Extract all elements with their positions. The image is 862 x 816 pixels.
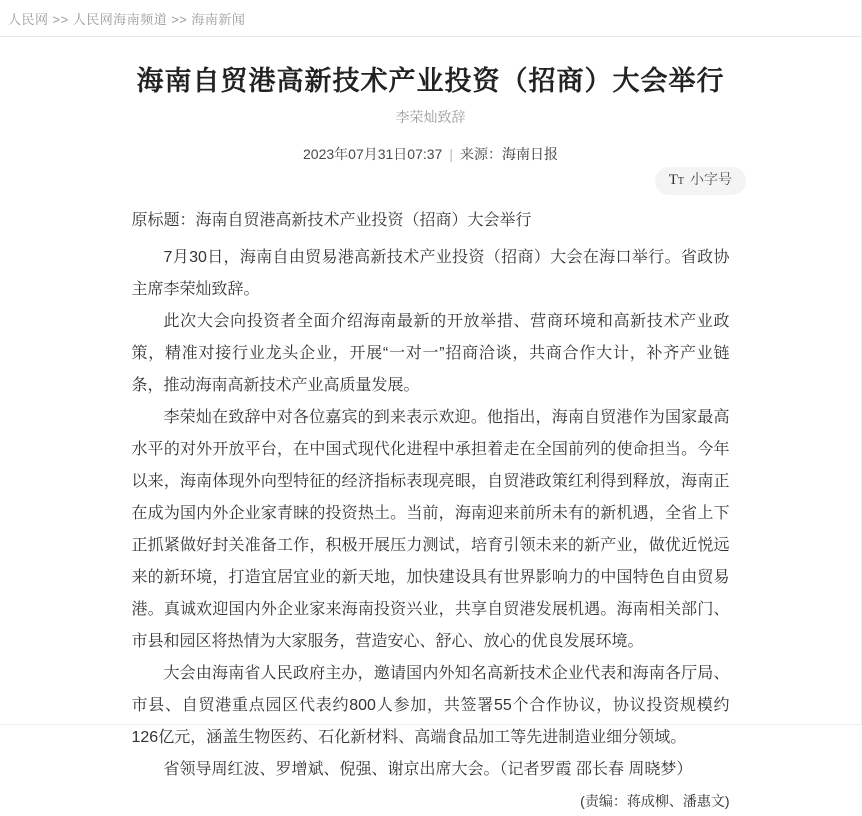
breadcrumb-separator: >> <box>171 12 188 27</box>
publish-date: 2023年07月31日07:37 <box>303 146 443 162</box>
breadcrumb-link-hainan-news[interactable]: 海南新闻 <box>191 12 246 27</box>
editor-credit: (责编：蒋成柳、潘惠文) <box>580 793 730 809</box>
breadcrumb-link-peoples-daily[interactable]: 人民网 <box>8 12 49 27</box>
page-title: 海南自贸港高新技术产业投资（招商）大会举行 <box>136 66 725 96</box>
article-subtitle: 李荣灿致辞 <box>395 109 466 125</box>
font-size-button[interactable] <box>655 167 746 195</box>
article-paragraph: 大会由海南省人民政府主办，邀请国内外知名高新技术企业代表和海南各厅局、市县、自贸港重点园区代表约800人参加，共签署55个合作协议，协议投资规模约126亿元，涵盖生物医药、石化新材料、高端食品加工等先进制造业细分领域。 <box>131 665 730 746</box>
meta-separator: | <box>449 146 453 162</box>
article-paragraph: 省领导周红波、罗增斌、倪强、谢京出席大会。（记者罗霞 邵长春 周晓梦） <box>163 761 693 778</box>
font-size-button-label: 小字号 <box>690 171 732 187</box>
breadcrumb <box>0 0 861 37</box>
breadcrumb-link-hainan-channel[interactable]: 人民网海南频道 <box>72 12 168 27</box>
article-body <box>132 205 730 786</box>
source-prefix: 来源： <box>459 146 502 162</box>
breadcrumb-separator: >> <box>52 12 69 27</box>
article-paragraph: 此次大会向投资者全面介绍海南最新的开放举措、营商环境和高新技术产业政策，精准对接行业龙头企业，开展“一对一”招商洽谈，共商合作大计，补齐产业链条，推动海南高新技术产业高质量发展。 <box>131 313 730 394</box>
article-paragraph: 7月30日，海南自由贸易港高新技术产业投资（招商）大会在海口举行。省政协主席李荣灿致辞。 <box>131 249 730 298</box>
article-header <box>0 63 861 164</box>
original-title-line: 原标题：海南自贸港高新技术产业投资（招商）大会举行 <box>131 212 532 229</box>
font-size-toolbar <box>0 167 861 193</box>
article-paragraph: 李荣灿在致辞中对各位嘉宾的到来表示欢迎。他指出，海南自贸港作为国家最高水平的对外开放平台，在中国式现代化进程中承担着走在全国前列的使命担当。今年以来，海南体现外向型特征的经济指标表现亮眼，自贸港政策红利得到释放，海南正在成为国内外企业家青睐的投资热土。当前，海南迎来前所未有的新机遇，全省上下正抓紧做好封关准备工作，积极开展压力测试，培育引领未来的新产业，做优近悦远来的新环境，打造宜居宜业的新天地，加快建设具有世界影响力的中国特色自由贸易港。真诚欢迎国内外企业家来海南投资兴业，共享自贸港发展机遇。海南相关部门、市县和园区将热情为大家服务，营造安心、舒心、放心的优良发展环境。 <box>131 409 730 650</box>
source-link[interactable]: 海南日报 <box>501 146 558 162</box>
font-size-icon: TT <box>668 172 684 188</box>
article-meta <box>0 144 861 164</box>
